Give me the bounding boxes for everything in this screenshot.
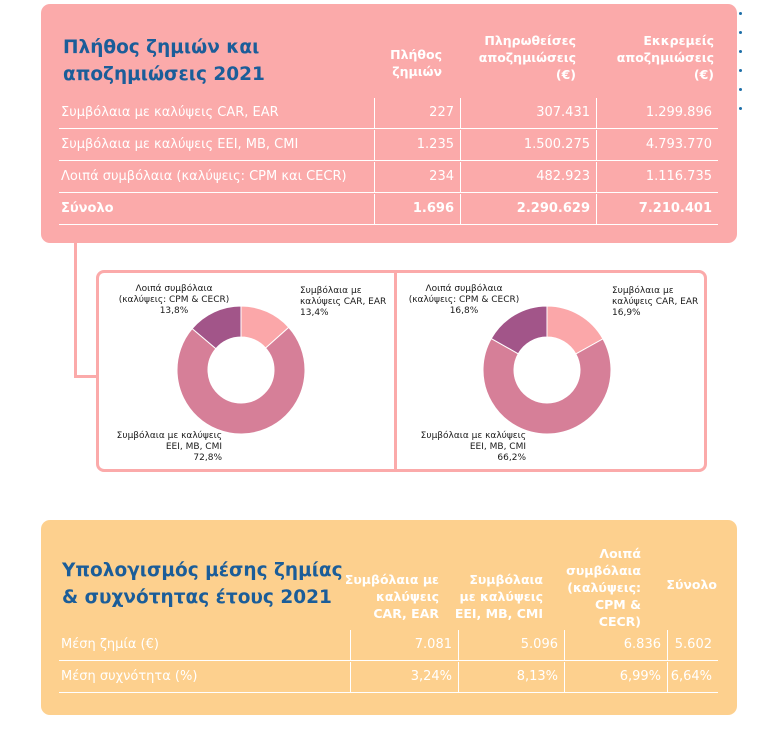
total-row bbox=[59, 194, 718, 225]
row-value-eei: 5.096 bbox=[459, 630, 565, 660]
table-row bbox=[59, 98, 718, 129]
average-card bbox=[41, 520, 737, 715]
row-label: Συμβόλαια με καλύψεις EEI, MB, CMI bbox=[59, 130, 375, 160]
row-pending: 4.793.770 bbox=[645, 137, 712, 152]
total-count: 1.696 bbox=[375, 194, 461, 224]
col-header-eei: Συμβόλαια με καλύψεις EEI, MB, CMI bbox=[454, 572, 543, 621]
pie2-label-other-line2: (καλύψεις: CPM & CECR) bbox=[408, 295, 520, 305]
average-title: Υπολογισμός μέσης ζημίας & συχνότητας έτους 2021 bbox=[62, 560, 343, 608]
row-value-other: 6,99% bbox=[565, 662, 668, 692]
row-value-total: 5.602 bbox=[674, 637, 712, 652]
row-count: 1.235 bbox=[375, 130, 461, 160]
pie1-label-eei-line2: EEI, MB, CMI bbox=[165, 442, 222, 452]
col-header-pending: Εκκρεμείς αποζημιώσεις (€) bbox=[616, 33, 714, 82]
pie1-label-car-pct: 13,4% bbox=[300, 308, 329, 318]
slice-eei-mb-cmi bbox=[483, 339, 611, 434]
slice-eei-mb-cmi bbox=[177, 327, 305, 434]
pie1-label-car-line2: καλύψεις CAR, EAR bbox=[300, 297, 387, 307]
pie2-label-eei-pct: 66,2% bbox=[497, 453, 526, 463]
table-row bbox=[59, 130, 718, 161]
col-header-car: Συμβόλαια με καλύψεις CAR, EAR bbox=[344, 572, 439, 621]
pie2-label-other-pct: 16,8% bbox=[449, 306, 479, 316]
pie2-label-car bbox=[612, 286, 698, 319]
total-paid: 2.290.629 bbox=[461, 194, 597, 224]
total-label: Σύνολο bbox=[59, 194, 375, 224]
row-label: Λοιπά συμβόλαια (καλύψεις: CPM και CECR) bbox=[59, 162, 375, 192]
pie2-label-eei-line2: EEI, MB, CMI bbox=[469, 442, 526, 452]
col-header-paid: Πληρωθείσες αποζημιώσεις (€) bbox=[478, 33, 576, 82]
pie1-label-eei bbox=[96, 431, 222, 464]
pie2-label-other-line1: Λοιπά συμβόλαια bbox=[425, 284, 503, 294]
pie1-label-other-pct: 13,8% bbox=[159, 306, 189, 316]
pie2-label-eei bbox=[400, 431, 526, 464]
col-header-count: Πλήθος ζημιών bbox=[390, 47, 442, 79]
row-count: 234 bbox=[375, 162, 461, 192]
row-value-eei: 8,13% bbox=[459, 662, 565, 692]
pie2-label-car-line2: καλύψεις CAR, EAR bbox=[612, 297, 699, 307]
row-value-total: 6,64% bbox=[670, 669, 712, 684]
row-label: Μέση ζημία (€) bbox=[59, 630, 351, 660]
row-value-car: 7.081 bbox=[351, 630, 459, 660]
claims-title: Πλήθος ζημιών και αποζημιώσεις 2021 bbox=[63, 37, 265, 85]
pie1-label-car bbox=[300, 286, 386, 319]
pie-chart-claims-amount bbox=[477, 300, 617, 440]
pie1-label-eei-line1: Συμβόλαια με καλύψεις bbox=[116, 431, 222, 441]
row-paid: 482.923 bbox=[461, 162, 597, 192]
row-pending: 1.116.735 bbox=[645, 169, 712, 184]
row-label: Συμβόλαια με καλύψεις CAR, EAR bbox=[59, 98, 375, 128]
row-count: 227 bbox=[375, 98, 461, 128]
table-row bbox=[59, 630, 718, 661]
col-header-total: Σύνολο bbox=[666, 577, 717, 592]
connector-line bbox=[74, 243, 98, 378]
pie1-label-eei-pct: 72,8% bbox=[193, 453, 222, 463]
row-value-car: 3,24% bbox=[351, 662, 459, 692]
pie1-label-car-line1: Συμβόλαια με bbox=[300, 286, 362, 296]
pie-chart-claims-count bbox=[171, 300, 311, 440]
pie2-label-car-pct: 16,9% bbox=[612, 308, 641, 318]
row-paid: 307.431 bbox=[461, 98, 597, 128]
row-pending: 1.299.896 bbox=[645, 105, 712, 120]
col-header-other: Λοιπά συμβόλαια (καλύψεις: CPM & CECR) bbox=[566, 546, 641, 629]
claims-card bbox=[41, 4, 737, 243]
total-pending: 7.210.401 bbox=[638, 201, 712, 216]
pie1-label-other bbox=[104, 284, 244, 317]
row-paid: 1.500.275 bbox=[461, 130, 597, 160]
table-row bbox=[59, 662, 718, 693]
row-value-other: 6.836 bbox=[565, 630, 668, 660]
pie2-label-car-line1: Συμβόλαια με bbox=[612, 286, 674, 296]
pie2-label-eei-line1: Συμβόλαια με καλύψεις bbox=[420, 431, 526, 441]
pie1-label-other-line1: Λοιπά συμβόλαια bbox=[135, 284, 213, 294]
pie1-label-other-line2: (καλύψεις: CPM & CECR) bbox=[118, 295, 230, 305]
pie2-label-other bbox=[394, 284, 534, 317]
row-label: Μέση συχνότητα (%) bbox=[59, 662, 351, 692]
table-row bbox=[59, 162, 718, 193]
